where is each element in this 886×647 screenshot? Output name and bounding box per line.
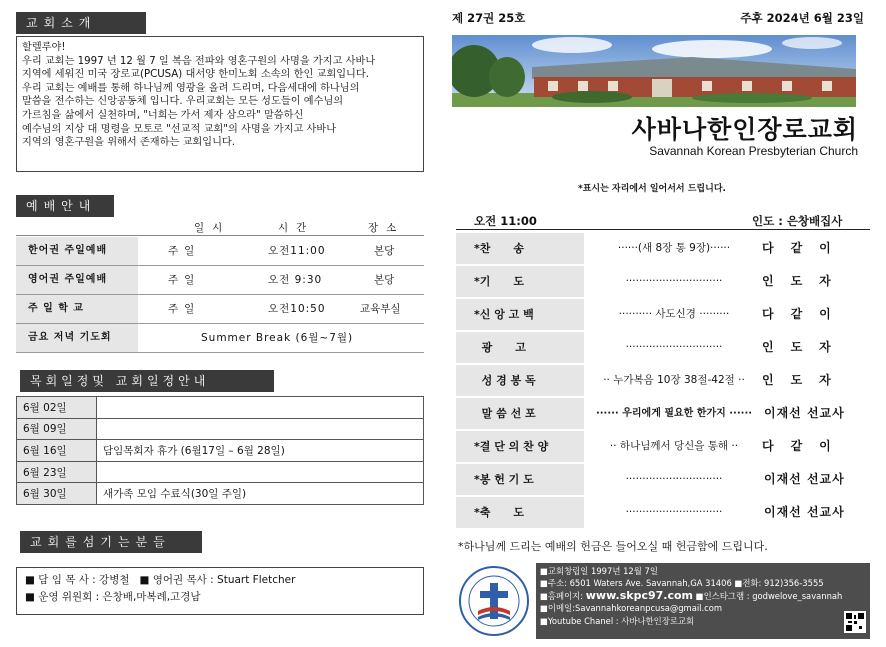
serving-line: ■ 운영 위원회 : 은창배,마복례,고경남: [25, 591, 201, 603]
church-logo: [456, 563, 534, 639]
worship-name: 금요 저녁 기도회: [16, 324, 138, 352]
order-content: ·········· 사도신경 ·········: [618, 308, 730, 320]
order-label: *봉 헌 기 도: [456, 464, 584, 495]
table-row: [17, 483, 424, 505]
order-label: *결 단 의 찬 양: [456, 431, 584, 462]
table-row: [17, 397, 424, 419]
order-row: [456, 232, 870, 265]
church-address: ■주소: 6501 Waters Ave. Savannah,GA 31406 ■전화: 912)356-3555: [540, 578, 824, 589]
order-content: ·····························: [625, 506, 723, 518]
church-info-text: [536, 563, 870, 639]
worship-name: 한어권 주일예배: [16, 237, 138, 265]
intro-line: 가르침을 삶에서 실천하며, "너희는 가서 제자 삼으라" 말씀하신: [22, 109, 304, 121]
email: ■이메일:Savannahkoreanpcusa@gmail.com: [540, 603, 723, 614]
serving-heading: 교회를섬기는분들: [20, 531, 202, 553]
order-row: [456, 331, 870, 364]
divider: [456, 229, 870, 230]
order-label: *찬 송: [456, 233, 584, 264]
order-row: [456, 397, 870, 430]
order-content: ······ 우리에게 필요한 한가지 ······: [595, 408, 753, 419]
order-person: 이재선 선교사: [764, 406, 845, 420]
worship-time: 오전 9:30: [268, 274, 323, 286]
order-person: 다같이: [762, 241, 848, 255]
order-label: 성 경 봉 독: [456, 365, 584, 396]
issue-number: 제 27권 25호: [452, 11, 526, 25]
order-content: ·····························: [625, 341, 723, 353]
intro-line: 지역의 영혼구원을 위해서 존재하는 교회입니다.: [22, 137, 236, 149]
intro-heading: 교회소개: [16, 12, 146, 34]
order-content: ·····························: [625, 275, 723, 287]
order-content: ·· 하나님께서 당신을 통해 ··: [609, 440, 739, 452]
offering-note: *하나님께 드리는 예배의 헌금은 들어오실 때 헌금함에 드립니다.: [458, 540, 768, 553]
qr-code-icon: [844, 611, 866, 633]
order-label: 말 씀 선 포: [456, 398, 584, 429]
worship-header-row: [16, 219, 424, 236]
order-content: ······(새 8장 통 9장)······: [617, 242, 731, 254]
intro-line: 우리 교회는 예배를 통해 하나님께 영광을 올려 드리며, 다음세대에 하나님의: [22, 82, 360, 94]
worship-day: 주일: [168, 245, 201, 257]
event-date: 6월 16일: [17, 440, 97, 462]
worship-row: [16, 324, 424, 353]
event-date: 6월 23일: [17, 461, 97, 483]
intro-line: 말씀을 전수하는 신앙공동체 입니다. 우리교회는 모든 성도들이 예수님의: [22, 96, 344, 108]
order-person: 인도자: [762, 274, 848, 288]
order-person: 인도자: [762, 373, 848, 387]
order-person: 다같이: [762, 439, 848, 453]
table-row: [17, 440, 424, 462]
intro-box: [16, 36, 424, 172]
order-row: [456, 430, 870, 463]
event-text: [97, 397, 424, 419]
order-person: 다같이: [762, 307, 848, 321]
founded-date: ■교회창립일 1997년 12월 7일: [540, 566, 658, 576]
worship-place: 본당: [374, 245, 395, 257]
worship-row: [16, 237, 424, 266]
order-content: ·· 누가복음 10장 38절-42절 ··: [603, 374, 745, 386]
order-row: [456, 496, 870, 529]
worship-col-day: 일시: [194, 222, 231, 234]
serving-box: [16, 567, 424, 615]
serving-line: [25, 572, 415, 589]
standing-note: *표시는 자리에서 일어서서 드립니다.: [578, 184, 726, 194]
order-row: [456, 364, 870, 397]
worship-heading: 예배안내: [16, 195, 114, 217]
event-date: 6월 02일: [17, 397, 97, 419]
order-person: 이재선 선교사: [764, 505, 845, 519]
worship-name: 주 일 학 교: [16, 295, 138, 323]
worship-place: 본당: [374, 274, 395, 286]
homepage-link[interactable]: www.skpc97.com: [585, 588, 694, 602]
event-text: [97, 418, 424, 440]
worship-row: [16, 266, 424, 295]
church-info-box: [456, 563, 870, 639]
bulletin-date: 주후 2024년 6월 23일: [740, 11, 864, 25]
event-date: 6월 09일: [17, 418, 97, 440]
homepage-label: ■홈페이지:: [540, 590, 586, 601]
order-label: *기 도: [456, 266, 584, 297]
worship-place: 교육부실: [360, 303, 401, 315]
worship-day: 주일: [168, 303, 201, 315]
order-label: *신 앙 고 백: [456, 299, 584, 330]
event-text: 새가족 모임 수료식(30일 주일): [97, 483, 424, 505]
table-row: [17, 418, 424, 440]
intro-line: 지역에 세워진 미국 장로교(PCUSA) 대서양 한미노회 소속의 한인 교회입니다.: [22, 69, 369, 81]
homepage-line: [540, 590, 866, 602]
worship-time: 오전10:50: [268, 303, 326, 315]
service-time: 오전 11:00: [474, 214, 537, 228]
order-row: [456, 265, 870, 298]
event-text: [97, 461, 424, 483]
order-label: *축 도: [456, 497, 584, 528]
senior-pastor: ■ 담 임 목 사 : 강병철: [25, 574, 130, 586]
order-person: 인도자: [762, 340, 848, 354]
order-row: [456, 298, 870, 331]
worship-row: [16, 295, 424, 324]
worship-time: 오전11:00: [268, 245, 326, 257]
order-content: ·····························: [625, 473, 723, 485]
worship-span: Summer Break (6월~7월): [201, 332, 354, 344]
service-leader: 인도 : 은창배집사: [752, 214, 843, 228]
worship-col-time: 시간: [278, 222, 315, 234]
event-date: 6월 30일: [17, 483, 97, 505]
english-pastor: ■ 영어권 목사 : Stuart Fletcher: [139, 574, 296, 586]
worship-day: 주일: [168, 274, 201, 286]
intro-line: 우리 교회는 1997 년 12 월 7 일 복음 전파와 영혼구원의 사명을 가지고 사바나: [22, 55, 376, 67]
event-text: 담임목회자 휴가 (6월17일 – 6월 28일): [97, 440, 424, 462]
order-row: [456, 463, 870, 496]
events-heading: 목회일정및 교회일정안내: [20, 370, 274, 392]
youtube-channel: ■Youtube Chanel : 사바나한인장로교회: [540, 615, 695, 626]
table-row: [17, 461, 424, 483]
instagram: ■인스타그램 : godwelove_savannah: [693, 590, 843, 601]
church-name-english: Savannah Korean Presbyterian Church: [649, 144, 858, 158]
worship-col-place: 장소: [368, 222, 405, 234]
church-name-korean: 사바나한인장로교회: [631, 115, 858, 144]
church-photo: [452, 35, 856, 107]
order-person: 이재선 선교사: [764, 472, 845, 486]
intro-line: 할렐루야!: [22, 42, 66, 53]
order-label: 광 고: [456, 332, 584, 363]
intro-line: 예수님의 지상 대 명령을 모토로 "선교적 교회"의 사명을 가지고 사바나: [22, 123, 337, 135]
worship-name: 영어권 주일예배: [16, 266, 138, 294]
events-table: [16, 396, 424, 505]
